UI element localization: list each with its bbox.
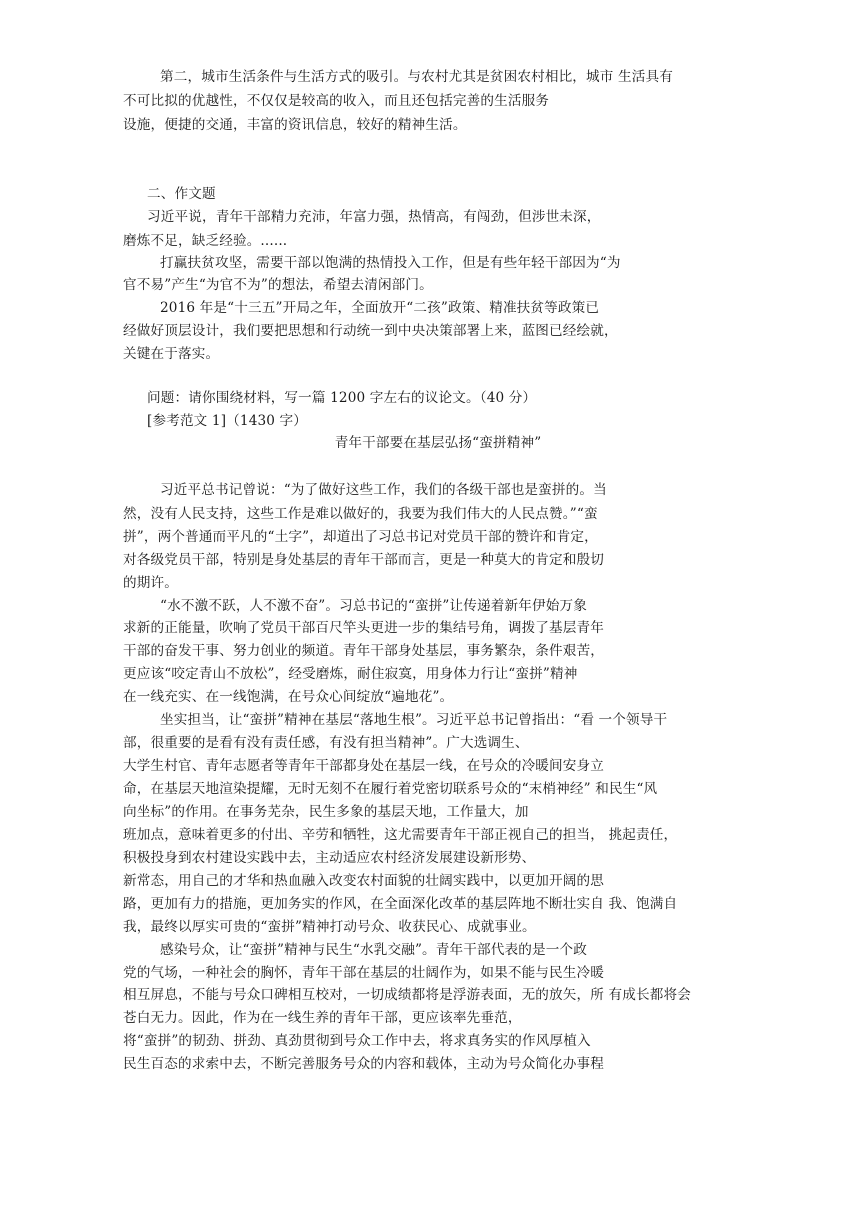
paragraph-line: 设施，便捷的交通，丰富的资讯信息，较好的精神生活。: [123, 117, 467, 133]
material-line: 经做好顶层设计，我们要把思想和行动统一到中央决策部署上来，蓝图已经绘就，: [123, 323, 618, 339]
material-line: 2016 年是“十三五”开局之年，全面放开“二孩”政策、精准扶贫等政策已: [160, 300, 600, 316]
essay-line: 路，更加有力的措施，更加务实的作风，在全面深化改革的基层阵地不断壮实自 我、饱满自: [123, 896, 678, 912]
material-line: 磨炼不足，缺乏经验。......: [123, 233, 288, 249]
essay-line: 苍白无力。因此，作为在一线生养的青年干部，更应该率先垂范，: [123, 1010, 522, 1026]
essay-line: 习近平总书记曾说：“为了做好这些工作，我们的各级干部也是蛮拼的。当: [160, 482, 607, 498]
essay-line: 命，在基层天地渲染提耀，无时无刻不在履行着党密切联系号众的“末梢神经” 和民生“风: [123, 781, 658, 797]
question-text: 问题：请你围绕材料，写一篇 1200 字左右的议论文。（40 分）: [147, 390, 537, 406]
essay-line: 坐实担当，让“蛮拼”精神在基层“落地生根”。习近平总书记曾指出：“看 一个领导干: [160, 712, 668, 728]
essay-line: 将“蛮拼”的韧劲、拼劲、真劲贯彻到号众工作中去，将求真务实的作风厚植入: [123, 1033, 591, 1049]
essay-line: 拼”，两个普通而平凡的“土字”，却道出了习总书记对党员干部的赞许和肯定，: [123, 529, 598, 545]
essay-line: 我，最终以厚实可贵的“蛮拼”精神打动号众、收获民心、成就事业。: [123, 919, 536, 935]
material-line: 打赢扶贫攻坚，需要干部以饱满的热情投入工作，但是有些年轻干部因为“为: [160, 255, 621, 271]
essay-line: 新常态，用自己的才华和热血融入改变农村面貌的壮阔实践中，以更加开阔的思: [123, 873, 605, 889]
essay-line: 班加点，意味着更多的付出、辛劳和牺牲，这尤需要青年干部正视自己的担当， 挑起责任，: [123, 827, 678, 843]
essay-line: “水不激不跃，人不激不奋”。习总书记的“蛮拼”让传递着新年伊始万象: [160, 598, 587, 614]
essay-line: 更应该“咬定青山不放松”，经受磨炼，耐住寂寞，用身体力行让“蛮拼”精神: [123, 666, 578, 682]
material-line: 关键在于落实。: [123, 346, 220, 362]
essay-line: 然，没有人民支持，这些工作是难以做好的，我要为我们伟大的人民点赞。”“蛮: [123, 506, 598, 522]
essay-line: 党的气场，一种社会的胸怀，青年干部在基层的壮阔作为，如果不能与民生冷暖: [123, 965, 605, 981]
essay-line: 感染号众，让“蛮拼”精神与民生“水乳交融”。青年干部代表的是一个政: [160, 942, 587, 958]
material-line: 官不易”产生“为官不为”的想法，希望去清闲部门。: [123, 277, 433, 293]
essay-line: 部，很重要的是看有没有责任感，有没有担当精神”。广大选调生、: [123, 735, 529, 751]
essay-line: 求新的正能量，吹响了党员干部百尺竿头更进一步的集结号角，调拨了基层青年: [123, 620, 605, 636]
material-line: 习近平说，青年干部精力充沛，年富力强，热情高，有闯劲，但涉世未深，: [147, 209, 601, 225]
section-heading: 二、作文题: [147, 186, 216, 202]
essay-line: 相互屏息，不能与号众口碑相互校对，一切成绩都将是浮游表面，无的放矢，所 有成长都将会: [123, 987, 691, 1003]
essay-line: 在一线充实、在一线饱满，在号众心间绽放“遍地花”。: [123, 689, 454, 705]
paragraph-line: 不可比拟的优越性，不仅仅是较高的收入，而且还包括完善的生活服务: [123, 93, 550, 109]
essay-line: 干部的奋发干事、努力创业的频道。青年干部身处基层，事务繁杂，条件艰苦，: [123, 643, 605, 659]
essay-line: 的期许。: [123, 575, 178, 591]
paragraph-line: 第二，城市生活条件与生活方式的吸引。与农村尤其是贫困农村相比，城市 生活具有: [160, 69, 673, 85]
essay-line: 对各级党员干部，特别是身处基层的青年干部而言，更是一种莫大的肯定和殷切: [123, 552, 605, 568]
essay-line: 向坐标”的作用。在事务芜杂，民生多象的基层天地，工作量大，加: [123, 804, 529, 820]
essay-title: 青年干部要在基层弘扬“蛮拼精神”: [334, 435, 542, 451]
essay-line: 民生百态的求索中去，不断完善服务号众的内容和载体，主动为号众简化办事程: [123, 1056, 605, 1072]
reference-label: [参考范文 1]（1430 字）: [147, 413, 308, 429]
essay-line: 大学生村官、青年志愿者等青年干部都身处在基层一线，在号众的冷暖间安身立: [123, 758, 605, 774]
essay-line: 积极投身到农村建设实践中去，主动适应农村经济发展建设新形势、: [123, 850, 536, 866]
